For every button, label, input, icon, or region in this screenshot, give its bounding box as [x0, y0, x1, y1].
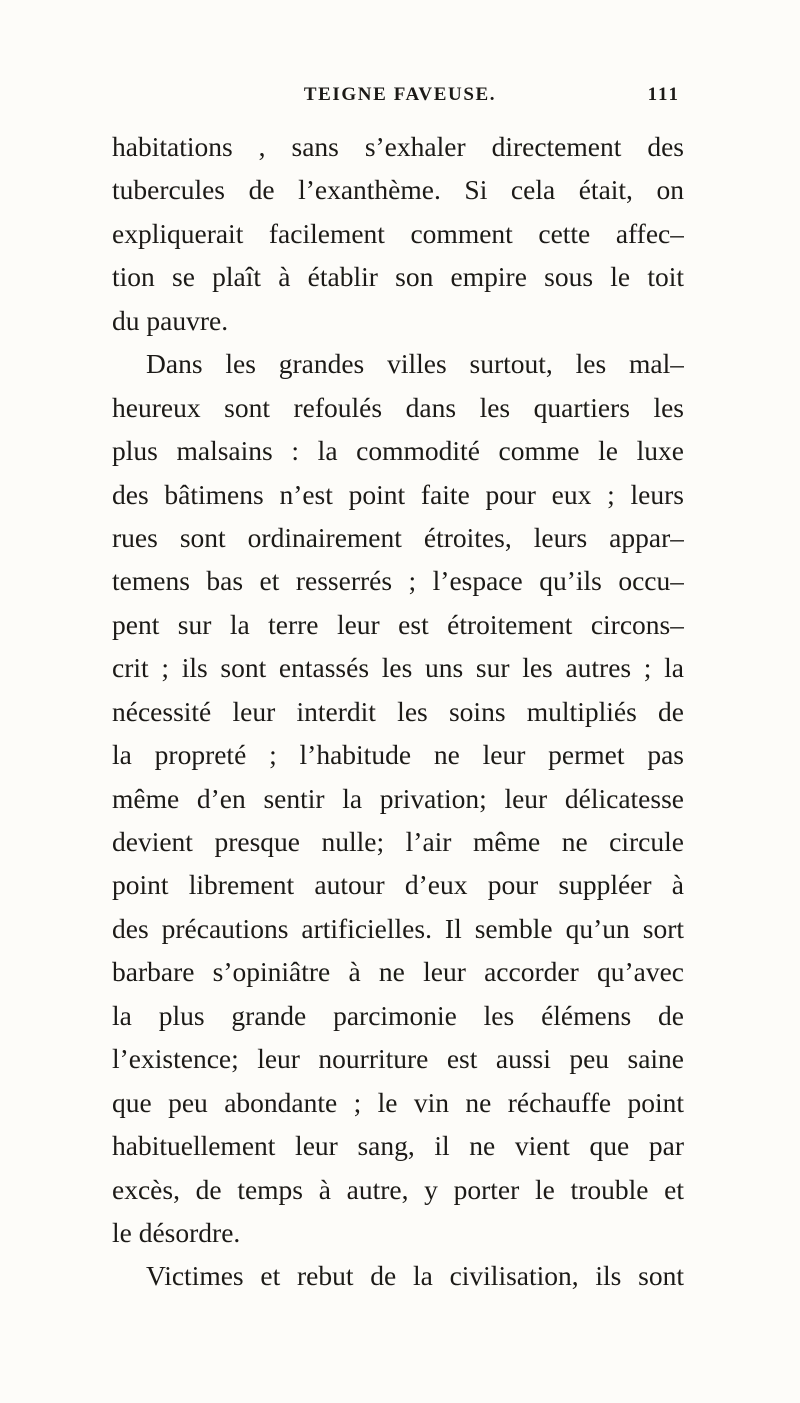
text-line: des bâtimens n’est point faite pour eux ; leurs: [112, 478, 684, 510]
text-line: tion se plaît à établir son empire sous le toit: [112, 261, 684, 293]
text-line: temens bas et resserrés ; l’espace qu’ils occu–: [112, 565, 684, 597]
text-line: tubercules de l’exanthème. Si cela était, on: [112, 174, 684, 206]
text-line: point librement autour d’eux pour suppléer à: [112, 869, 684, 901]
text-line: la plus grande parcimonie les élémens de: [112, 999, 684, 1031]
text-line: même d’en sentir la privation; leur délicatesse: [112, 782, 684, 814]
text-line: plus malsains : la commodité comme le luxe: [112, 435, 684, 467]
text-line: l’existence; leur nourriture est aussi peu saine: [112, 1043, 684, 1075]
text-line: excès, de temps à autre, y porter le trouble et: [112, 1173, 684, 1205]
text-line: expliquerait facilement comment cette affec–: [112, 217, 684, 249]
page-header: [0, 84, 800, 114]
body-text: [112, 125, 684, 1298]
text-line: nécessité leur interdit les soins multipliés de: [112, 695, 684, 727]
text-line: heureux sont refoulés dans les quartiers les: [112, 391, 684, 423]
text-line: Dans les grandes villes surtout, les mal–: [146, 348, 684, 380]
text-line: du pauvre.: [112, 304, 229, 336]
text-line: la propreté ; l’habitude ne leur permet pas: [112, 739, 684, 771]
page-number: 111: [647, 84, 680, 105]
text-line: rues sont ordinairement étroites, leurs appar–: [112, 521, 684, 553]
text-line: pent sur la terre leur est étroitement circons–: [112, 608, 684, 640]
text-line: devient presque nulle; l’air même ne circule: [112, 826, 684, 857]
text-line: des précautions artificielles. Il semble qu’un sort: [112, 912, 684, 944]
running-title: TEIGNE FAVEUSE.: [303, 84, 497, 105]
text-line: barbare s’opiniâtre à ne leur accorder qu’avec: [112, 956, 684, 988]
text-line: habitations , sans s’exhaler directement des: [112, 131, 684, 162]
text-line: Victimes et rebut de la civilisation, ils sont: [146, 1260, 684, 1292]
text-line: crit ; ils sont entassés les uns sur les autres ; la: [112, 652, 684, 684]
text-line: le désordre.: [112, 1216, 241, 1248]
text-line: habituellement leur sang, il ne vient que par: [112, 1130, 684, 1162]
text-line: que peu abondante ; le vin ne réchauffe point: [112, 1086, 684, 1118]
